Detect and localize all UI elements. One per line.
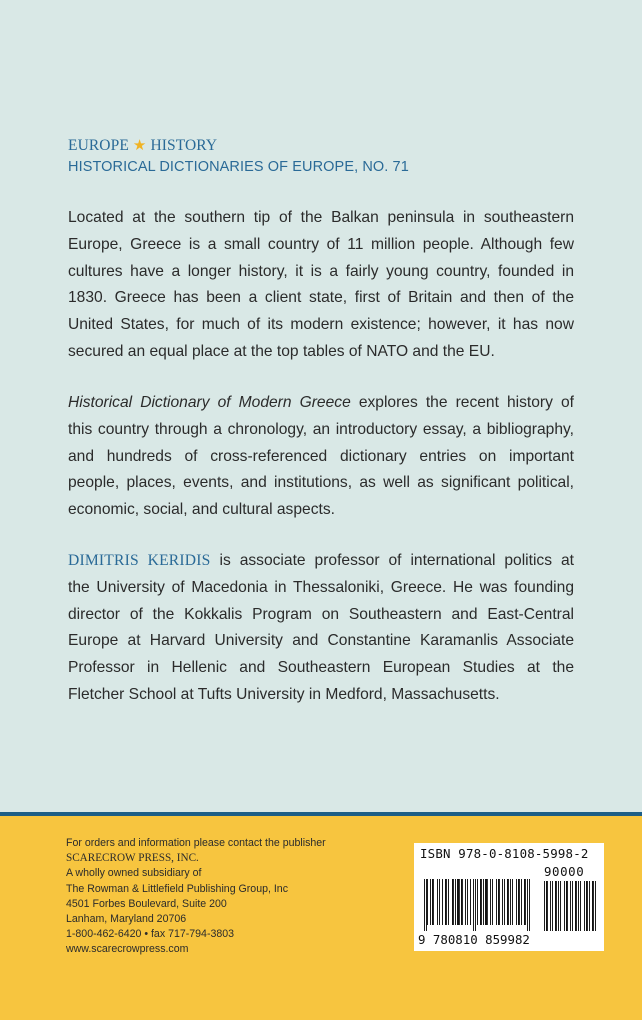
barcode-bar (512, 879, 513, 925)
price-code: 90000 (544, 864, 585, 879)
barcode-bar (589, 881, 590, 931)
website-link[interactable]: www.scarecrowpress.com (66, 943, 189, 956)
barcode-bar (426, 879, 427, 931)
barcode-bar (521, 879, 522, 925)
author-bio (68, 548, 574, 709)
barcode-bar (442, 879, 443, 925)
barcode-bar (467, 879, 468, 925)
barcode-bar (502, 879, 503, 925)
barcode-bar (455, 879, 456, 925)
barcode-bar (504, 879, 505, 925)
contact-intro: For orders and information please contact the publisher (66, 837, 326, 849)
barcode-bar (430, 879, 431, 925)
barcode-bar (580, 881, 581, 931)
barcode-bar (475, 879, 476, 931)
barcode-bar (544, 881, 545, 931)
publisher-contact (66, 836, 326, 958)
barcode-bar (490, 879, 491, 925)
barcode-bar (516, 879, 517, 925)
barcode-bar (595, 881, 596, 931)
barcode-bar (552, 881, 553, 931)
barcode-bar (496, 879, 497, 925)
barcode-bar (592, 881, 594, 931)
paragraph-line: 1830. Greece has been a client state, first of Britain and then of the (68, 289, 574, 307)
barcode-bar (560, 881, 561, 931)
subsidiary-note: A wholly owned subsidiary of (66, 867, 202, 880)
paragraph-line (68, 548, 574, 575)
barcode-bar (437, 879, 438, 925)
barcode-bar (461, 879, 463, 925)
barcode-bar (439, 879, 440, 925)
paragraph-line: Europe, Greece is a small country of 11 million people. Although few (68, 235, 574, 253)
address-line-1: 4501 Forbes Boulevard, Suite 200 (66, 897, 227, 910)
isbn-label: ISBN 978-0-8108-5998-2 (420, 846, 589, 861)
barcode-bar (465, 879, 466, 925)
paragraph-line: Located at the southern tip of the Balkan peninsula in southeastern (68, 209, 574, 226)
paragraph-line: people, places, events, and institutions, as well as significant political, (68, 474, 574, 492)
paragraph-text: is associate professor of international politics at (210, 552, 574, 569)
barcode-bar (498, 879, 500, 925)
barcode-bar (578, 881, 579, 931)
barcode-bar (507, 879, 509, 925)
paragraph-line: the University of Macedonia in Thessaloniki, Greece. He was founding (68, 578, 574, 596)
barcode-bar (448, 879, 449, 925)
publisher-name: SCARECROW PRESS, INC. (66, 852, 199, 865)
barcode-bar (427, 879, 428, 925)
barcode-bar (485, 879, 488, 925)
barcode-bar (584, 881, 585, 931)
barcode-bar (480, 879, 482, 925)
series-label (68, 136, 217, 155)
paragraph-line: cultures have a longer history, it is a fairly young country, founded in (68, 262, 574, 280)
barcode-bar (524, 879, 526, 925)
paragraph-text: explores the recent history of (350, 394, 574, 411)
paragraph-line: Professor in Hellenic and Southeastern European Studies at the (68, 659, 574, 677)
barcode-bar (470, 879, 471, 925)
barcode-bar (550, 881, 551, 931)
barcode-bar (518, 879, 520, 925)
barcode-bar (527, 879, 528, 931)
barcode-bar (570, 881, 571, 931)
author-name: DIMITRIS KERIDIS (68, 552, 211, 569)
barcode-bar (575, 881, 577, 931)
barcode-bar (452, 879, 454, 925)
ean-digits: 9 780810 859982 (418, 932, 530, 947)
paragraph-line: director of the Kokkalis Program on Southeastern and East-Central (68, 605, 574, 623)
star-icon: ★ (132, 138, 147, 154)
book-title: Historical Dictionary of Modern Greece (68, 394, 351, 411)
barcode-bar (492, 879, 493, 925)
barcode-bar (424, 879, 425, 931)
description-paragraph-1 (68, 205, 574, 366)
barcode-bar (529, 879, 530, 931)
barcode-bar (477, 879, 478, 925)
paragraph-line: United States, for much of its modern existence; however, it has now (68, 316, 574, 334)
paragraph-line: economic, social, and cultural aspects. (68, 501, 335, 519)
barcode-bar (483, 879, 484, 925)
barcode-bar (555, 881, 557, 931)
barcode-bar (457, 879, 460, 925)
series-history: HISTORY (150, 137, 218, 154)
paragraph-line: and hundreds of cross-referenced dictionary entries on important (68, 447, 574, 465)
barcode-bar (432, 879, 434, 925)
barcode-bar (564, 881, 565, 931)
barcode-box (414, 843, 604, 951)
description-paragraph-2 (68, 390, 574, 524)
series-europe: EUROPE (68, 137, 129, 154)
series-subtitle: HISTORICAL DICTIONARIES OF EUROPE, NO. 71 (68, 159, 409, 175)
phone-fax: 1-800-462-6420 • fax 717-794-3803 (66, 928, 235, 941)
parent-company: The Rowman & Littlefield Publishing Group, Inc (66, 882, 288, 895)
paragraph-line (68, 390, 574, 417)
barcode-bar (445, 879, 447, 925)
paragraph-line: Fletcher School at Tufts University in Medford, Massachusetts. (68, 685, 500, 703)
barcode-bar (473, 879, 474, 931)
paragraph-line: Europe at Harvard University and Constantine Karamanlis Associate (68, 632, 574, 650)
paragraph-line: secured an equal place at the top tables of NATO and the EU. (68, 342, 495, 360)
barcode-bar (566, 881, 568, 931)
barcode-bar (558, 881, 559, 931)
barcode-bar (510, 879, 511, 925)
barcode-bar (546, 881, 548, 931)
barcode-bar (572, 881, 573, 931)
paragraph-line: this country through a chronology, an introductory essay, a bibliography, (68, 420, 574, 438)
barcode-bar (586, 881, 588, 931)
address-line-2: Lanham, Maryland 20706 (66, 913, 187, 926)
